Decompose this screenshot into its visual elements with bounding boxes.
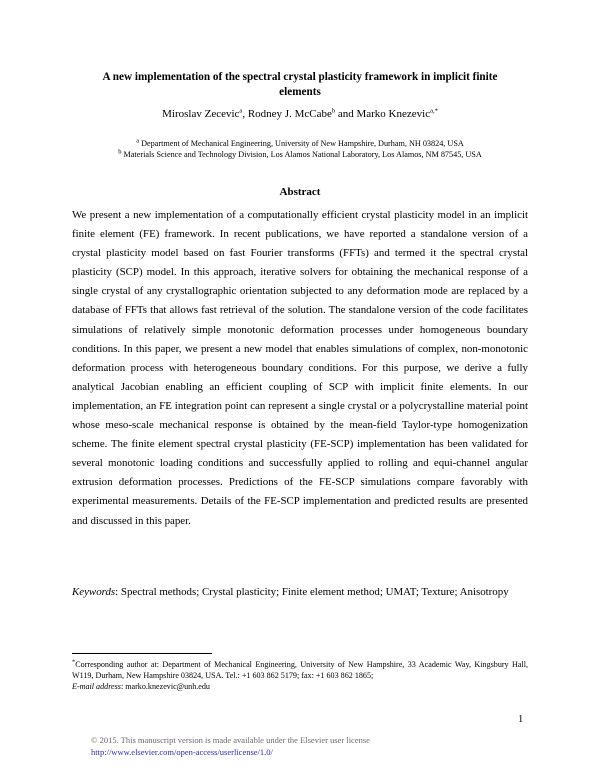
keywords-list: : Spectral methods; Crystal plasticity; Finite element method; UMAT; Texture; Anisotropy	[115, 586, 509, 598]
title-line-1: A new implementation of the spectral crystal plasticity framework in implicit finite	[102, 71, 498, 83]
affiliation-mark: b	[118, 148, 122, 156]
author-and: and	[335, 108, 357, 120]
author-separator: ,	[242, 108, 248, 120]
author-affiliation-mark: b	[331, 107, 336, 115]
author-affiliation-mark: a	[239, 107, 243, 115]
author-name: Rodney J. McCabe	[247, 108, 332, 120]
footnote-text: Corresponding author at: Department of Mechanical Engineering, University of New Hampshire, 33 Academic Way, Kingsbury Hall, W119, Durham, New Hampshire 03824, USA. Tel.: +1 603 862 5179; fax: +1 603 862 1865;	[72, 660, 528, 681]
license-link[interactable]: http://www.elsevier.com/open-access/userlicense/1.0/	[91, 746, 273, 757]
affiliation-text: Department of Mechanical Engineering, University of New Hampshire, Durham, NH 03824, USA	[141, 139, 464, 148]
abstract-body: We present a new implementation of a computationally efficient crystal plasticity model in an implicit finite element (FE) framework. In recent publications, we have reported a standalone version of a crystal plasticity model based on fast Fourier transforms (FFTs) and termed it the spectral crystal plasticity (SCP) model. In this approach, iterative solvers for obtaining the mechanical response of a single crystal of any crystallographic orientation subjected to any deformation mode are replaced by a database of FFTs that allows fast retrieval of the solution. The standalone version of the code facilitates simulations of relatively simple monotonic deformation processes under homogeneous boundary conditions. In this paper, we present a new model that enables simulations of complex, non-monotonic deformation process with heterogeneous boundary conditions. For this purpose, we derive a fully analytical Jacobian enabling an efficient coupling of SCP with implicit finite elements. In our implementation, an FE integration point can represent a single crystal or a polycrystalline material point whose meso-scale mechanical response is obtained by the mean-field Taylor-type homogenization scheme. The finite element spectral crystal plasticity (FE-SCP) implementation has been validated for several monotonic loading conditions and successfully applied to rolling and equi-channel angular extrusion deformation processes. Predictions of the FE-SCP simulations compare favorably with experimental measurements. Details of the FE-SCP implementation and predicted results are presented and discussed in this paper.	[72, 209, 528, 527]
paper-title	[80, 70, 520, 100]
email-address[interactable]: : marko.knezevic@unh.edu	[120, 682, 210, 692]
affiliation-text: Materials Science and Technology Division, Los Alamos National Laboratory, Los Alamos, NM 87545, USA	[123, 150, 482, 159]
license-text: © 2015. This manuscript version is made available under the Elsevier user license	[91, 735, 370, 745]
page-number: 1	[518, 714, 524, 725]
corresponding-author-footnote	[72, 659, 528, 692]
abstract-heading: Abstract	[279, 186, 321, 198]
author-list	[0, 107, 600, 121]
footnote-mark: *	[72, 658, 76, 666]
title-line-2: elements	[279, 86, 321, 98]
author-name: Marko Knezevic	[356, 108, 431, 120]
keywords	[72, 583, 528, 602]
footnote-divider	[72, 653, 212, 654]
license-notice	[91, 735, 370, 758]
affiliation-mark: a	[136, 137, 140, 145]
email-label: E-mail address	[72, 682, 121, 692]
affiliation	[0, 149, 600, 160]
author-affiliation-mark: a,*	[430, 107, 438, 115]
affiliation	[0, 138, 600, 149]
author-name: Miroslav Zecevic	[162, 108, 240, 120]
keywords-label: Keywords	[72, 586, 116, 598]
